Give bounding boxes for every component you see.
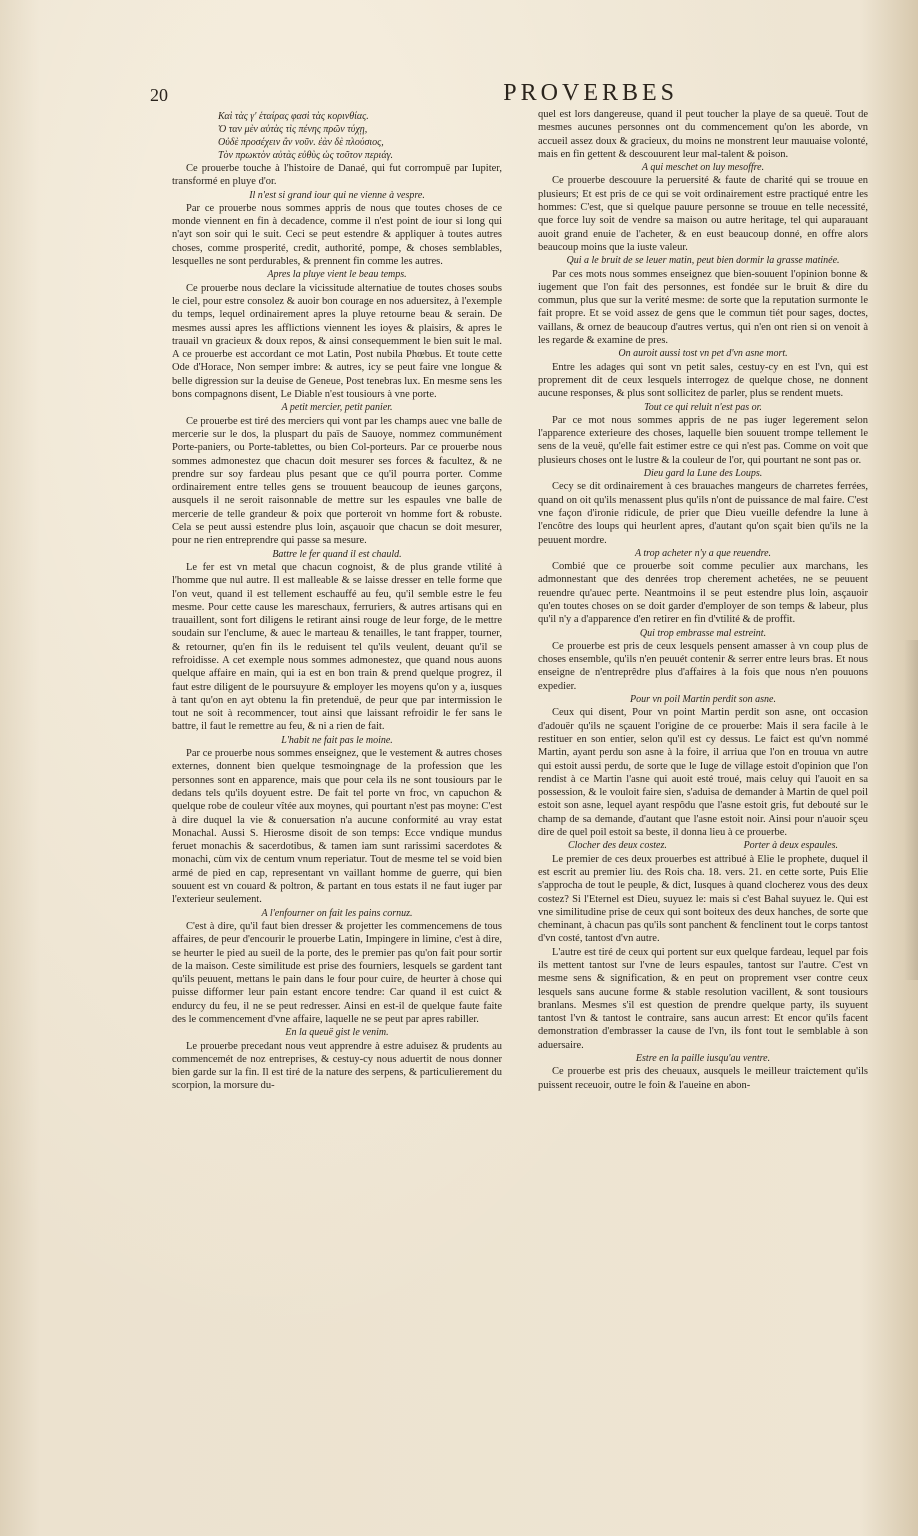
body-paragraph: Ce prouerbe descouure la peruersité & faute de charité qui se trouue en plusieurs; Et est pris de ce qui se voit ordinairement estre practiqué entre les hommes: C'est, que si quelque pauure personne se trouue en telle necessité, que force luy soit de vendre sa maison ou autre heritage, tel qui auparauant auoit grand enuie de l'acheter, & en eust beaucoup donné, en offre alors beaucoup moins que la iuste valeur.: [538, 175, 868, 253]
proverb-heading: A petit mercier, petit panier.: [281, 402, 393, 414]
proverb-heading: Tout ce qui reluit n'est pas or.: [644, 401, 762, 413]
body-paragraph: Le prouerbe precedant nous veut apprendre à estre aduisez & prudents au commencemét de noz entreprises, & cestuy-cy nous aduertit de nous donner bien garde sur la fin. Il est tiré de la nature des serpens, & particulierement du scorpion, la morsure du-: [172, 1040, 502, 1092]
proverb-heading: On auroit aussi tost vn pet d'vn asne mort.: [618, 348, 788, 360]
body-paragraph: Combié que ce prouerbe soit comme peculier aux marchans, les admonnestant que des denrées trop cherement achetées, ne se peuuent reuendre qu'auec perte. Neantmoins il se peut estendre plus loin, asçauoir qu'en toutes choses on se doit garder d'employer de son temps & labeur, plus qu'il n'y a d'apparence d'en retirer en fin d'vtilité & de proffit.: [538, 561, 868, 626]
body-paragraph: quel est lors dangereuse, quand il peut toucher la playe de sa queuë. Tout de mesmes aucunes personnes ont du commencement qu'on les aborde, vn accueil assez doux & gracieux, du moins ne monstrent leur mauuaise volonté, mais en fin gettent & descouurent leur mal-talent & poison.: [538, 109, 868, 160]
running-title: PROVERBES: [503, 80, 678, 106]
proverb-heading: En la queuë gist le venim.: [285, 1027, 389, 1039]
body-paragraph: Par ce prouerbe nous sommes enseignez, que le vestement & autres choses externes, donnent bien quelque tesmoingnage de la profession que les personnes sont en apparence, mais que pour cela ils ne sont tousiours par le dedans tels qu'ils doyuent estre. De fait tel porte vn froc, vn capuchon & quelque robe de couleur vîtée aux moynes, qui pourtant n'est pas moyne: C'est à dire duquel la vie & conuersation n'a aucune conformité au vray estat Monachal. Aussi S. Hierosme disoit de son temps: Ecce vndique mundus feruet monachis & sacerdotibus, & tamen iam sunt rarissimi sacerdotes & monachi, cùm vix de centum vnum reperiatur. Tout de mesme tel se void bien armé de pied en cap, representant vn vaillant homme de guerre, qui bien souuent est vn couard & poltron, & partant en tous estats il ne faut iuger par l'exterieur seulement.: [172, 748, 502, 906]
proverb-heading: Qui a le bruit de se leuer matin, peut bien dormir la grasse matinée.: [566, 255, 840, 267]
proverb-heading: Estre en la paille iusqu'au ventre.: [635, 1053, 771, 1065]
body-paragraph: Ce prouerbe nous declare la vicissitude alternatiue de toutes choses soubs le ciel, pour estre consolez & auoir bon courage en nos aduersitez, à l'exemple du temps, lequel ordinairement apres la pluye retourne beau & serain. De mesmes aussi apres les afflictions viennent les ioyes & plaisirs, & apres le trauail vn gracieux & doux repos, & ainsi consequemment le bien suit le mal. A ce prouerbe est accordant ce mot Latin, Post nubila Phœbus. Et toute cette Ode d'Horace, Non semper imbre: & autres, icy se peut faire vne longue & belle digression sur la deuise de Geneue, Post tenebras lux. En mesme sens les bons compagnons disent, Le Diable n'est tousiours à vne porte.: [172, 282, 502, 401]
greek-verse-line: Τὸν πρωκτὸν αὐτὰς εὐθὺς ὡς τοῦτον περιάγ.: [218, 150, 394, 161]
body-paragraph: C'est à dire, qu'il faut bien dresser & projetter les commencemens de tous affaires, de peur d'encourir le prouerbe Latin, Impingere in limine, c'est à dire, se heurter le pied au sueil de la porte, des le premier pas qu'on fait pour sortir de la maison. Ceste similitude est prise des fourniers, lesquels se gardent tant qu'ils peuuent, mettans le pain dans le four pour cuire, de heurter à chose qui puisse difformer leur pain estant encore tendre: Car quand il est cuict & endurcy du feu, il ne se peut redresser. Ainsi en est-il de quelque faute faite des le commencement d'vne affaire, laquelle ne se peut par apres rabiller.: [172, 920, 502, 1025]
greek-verse-line: Ὁ ταν μὲν αὐτὰς τὶς πένης πρῶν τύχῃ,: [218, 124, 368, 135]
greek-verse-line: Καὶ τὰς γ' ἑταίρας φασὶ τὰς κορινθίας.: [218, 111, 369, 122]
proverb-heading: Clocher des deux costez.: [568, 840, 667, 852]
proverb-heading: Il n'est si grand iour qui ne vienne à vespre.: [249, 189, 425, 201]
body-paragraph: Ce prouerbe est pris des cheuaux, ausquels le meilleur traictement qu'ils puissent receuoir, outre le foin & l'aueine en abon-: [538, 1066, 868, 1091]
proverb-heading: A trop acheter n'y a que reuendre.: [634, 547, 772, 559]
proverb-heading: L'habit ne fait pas le moine.: [281, 734, 393, 746]
body-paragraph: Ce prouerbe touche à l'histoire de Danaé, qui fut corrompuë par Iupiter, transformé en pluye d'or.: [172, 163, 502, 188]
proverb-heading: Qui trop embrasse mal estreint.: [639, 627, 767, 639]
proverb-heading: Apres la pluye vient le beau temps.: [267, 269, 407, 281]
proverb-heading: Battre le fer quand il est chauld.: [272, 548, 402, 560]
proverb-heading: Pour vn poil Martin perdit son asne.: [629, 694, 776, 706]
greek-verse-quote: [172, 110, 502, 162]
page-header: [150, 80, 678, 110]
body-paragraph: Par ces mots nous sommes enseignez que bien-souuent l'opinion bonne & iugement que l'on fait des personnes, est fondée sur le bruit & dire du commun, plus que sur la verité mesme: de sorte que la reputation surmonte le fait propre. Et se void assez de gens que le commun tiét pour sages, doctes, vaillans, & ornez de beaucoup d'autres vertus, qui n'en ont rien si on venoit à les regarde & examine de pres.: [538, 268, 868, 347]
body-paragraph: Entre les adages qui sont vn petit sales, cestuy-cy en est l'vn, qui est proprement dit de ceux lesquels interrogez de quelque chose, ne donnent aucune responses, & plus sont sollicitez de parler, plus se rendent muets.: [538, 361, 868, 400]
left-column: [172, 110, 502, 1093]
proverb-heading: Dieu gard la Lune des Loups.: [643, 468, 763, 480]
body-paragraph: Ceux qui disent, Pour vn point Martin perdit son asne, ont occasion d'adouër qu'ils ne sçauent l'origine de ce prouerbe: Mais il sera facile à le restituer en son entier, selon qu'il est cy dessus. Le faict est qu'vn nommé Martin, ayant perdu son asne à la foire, il arriua que l'on en trouua vn autre qui estoit aussi perdu, de sorte que le Iuge de village estoit d'opinion que l'on rendist à ce Martin l'asne qui auoit esté troué, mais celuy qui l'auoit en sa possession, & le vouloit faire sien, s'aduisa de demander à Martin de quel poil estoit son asne, lequel ayant respôdu que l'asne estoit gris, fut debouté sur le champ de sa demande, d'autant que l'asne estoit noir. Ainsi pour n'auoir sçeu dire de quel poil estoit sa beste, il donna lieu à ce prouerbe.: [538, 707, 868, 839]
page-edge-shadow: [904, 640, 918, 980]
body-paragraph: Par ce prouerbe nous sommes appris de nous que toutes choses de ce monde viennent en fin à decadence, comme il n'est point de iour si long qui n'ayt son soir qui le suit. Ceci se peut estendre & appliquer à toutes autres choses, comme prosperité, credit, authorité, pompe, & choses semblables, lesquelles ne sont perdurables, & prennent fin comme les autres.: [172, 202, 502, 268]
body-paragraph: Ce prouerbe est tiré des merciers qui vont par les champs auec vne balle de mercerie sur le dos, la pluspart du païs de Sauoye, nommez communément Porte-paniers, ou Porte-tablettes, ou bien Col-porteurs. Par ce prouerbe nous sommes admonestez que chacun doit mesurer ses forces & facultez, & ne prendre sur soy fardeau plus pesant que ce qu'il pourra porter. Comme ordinairement entre telles gens se trouuent beaucoup de ieunes garçons, ausquels il ne seroit raisonnable de mettre sur les espaules vne balle de mercerie de telle grandeur & poix que porteroit vn homme fort & robuste. Cela se peut aussi estendre plus loin, asçauoir que chacun se doit mesurer, pour ne rien entreprendre qui passe sa mesure.: [172, 415, 502, 547]
body-paragraph: Par ce mot nous sommes appris de ne pas iuger legerement selon l'apparence exterieure des choses, laquelle bien souuent trompe tellement le sens de la veuë, qu'elle fait estimer estre ce qui n'est pas. Comme on voit que plusieurs choses ont le lustre & la couleur de l'or, qui pourtant ne sont pas or.: [538, 414, 868, 466]
page-number: 20: [150, 85, 168, 105]
body-paragraph: Ce prouerbe est pris de ceux lesquels pensent amasser à vn coup plus de choses ensemble, qu'ils n'en peuuét contenir & serrer entre leurs bras. Et nous enseigne de n'entreprêdre plus d'affaires à la fois que nous n'en pouuons expedier.: [538, 640, 868, 692]
body-paragraph: Le premier de ces deux prouerbes est attribué à Elie le prophete, duquel il est escrit au premier liu. des Rois cha. 18. vers. 21. en cette sorte, Puis Elie s'approcha de tout le peuple, & dict, Iusques à quand clocherez vous des deux costez? Si l'Eternel est Dieu, suyuez le: mais si c'est Bahal suyuez le. Qui est vne similitudine prise de ceux qui sont boiteux des deux hanches, de sorte que cheminant, à chacun pas qu'ils sont panchent & fenclinent tout le corps tantost d'vn costé, tantost d'vn autre.: [538, 853, 868, 945]
right-column: [538, 108, 868, 1092]
body-paragraph: Le fer est vn metal que chacun cognoist, & de plus grande vtilité à l'homme que nul autre. Il est malleable & se laisse dresser en telle forme que l'on veut, quand il est tellement eschauffé au feu, qu'il semble estre le feu mesme. Pour cette cause les mareschaux, ferruriers, & autres artisans qui en trauaillent, sont fort diligens le retirant ainsi rouge de leur forge, de le mettre soudain sur l'enclume, & auec le marteau & tenailles, le tant frapper, tourner, & retourner, qu'en fin ils le reduisent tel qu'ils veulent, deuant qu'il se refroidisse. A cet exemple nous sommes admonestez, que quand nous auons quelque affaire en main, qui ia est en bon train & prend quelque progrez, il faut estre diligent de le poursuyure & employer les moyens qu'on y a, iusques à tant qu'on en ayt obtenu la fin pretenduë, de peur que par intermission le tout ne soit à recommencer, tout ainsi que laissant refroidir le fer sans le battre, il faut le remettre au feu, & ni a rien de fait.: [172, 561, 502, 733]
proverb-heading: A qui meschet on luy mesoffre.: [641, 162, 765, 174]
greek-verse-line: Οὐδὲ προσέχειν ἂν νοῦν. ἐὰν δὲ πλούσιος,: [218, 137, 384, 148]
body-paragraph: Cecy se dit ordinairement à ces brauaches mangeurs de charretes ferrées, quand on oit qu'ils menassent plus qu'ils n'ont de puissance de mal faire. C'est vne façon d'ironie ridicule, de prier que Dieu vueille defendre la lune à l'encôtre des loups qui heurlent apres, d'autant qu'on sçait bien qu'ils ne la peuuent mordre.: [538, 481, 868, 546]
body-paragraph: L'autre est tiré de ceux qui portent sur eux quelque fardeau, lequel par fois ils mettent tantost sur l'vne de leurs espaules, tantost sur l'autre. C'est vn mesme sens & signification, & en peut on proprement vser contre ceux lesquels sans aucune forme & stable resolution vacillent, & sont tousiours branlans. Mesmes s'il est question de prendre quelque party, ils suyuent tantost l'vn & tantost le contraire, sans aucun arrest: Et encor qu'ils facent demonstration d'embrasser la cause de l'vn, ils font tout le semblable à son aduersaire.: [538, 946, 868, 1051]
proverb-heading: A l'enfourner on fait les pains cornuz.: [261, 907, 413, 919]
proverb-heading: Porter à deux espaules.: [743, 840, 838, 852]
proverb-heading-pair: [538, 839, 868, 852]
